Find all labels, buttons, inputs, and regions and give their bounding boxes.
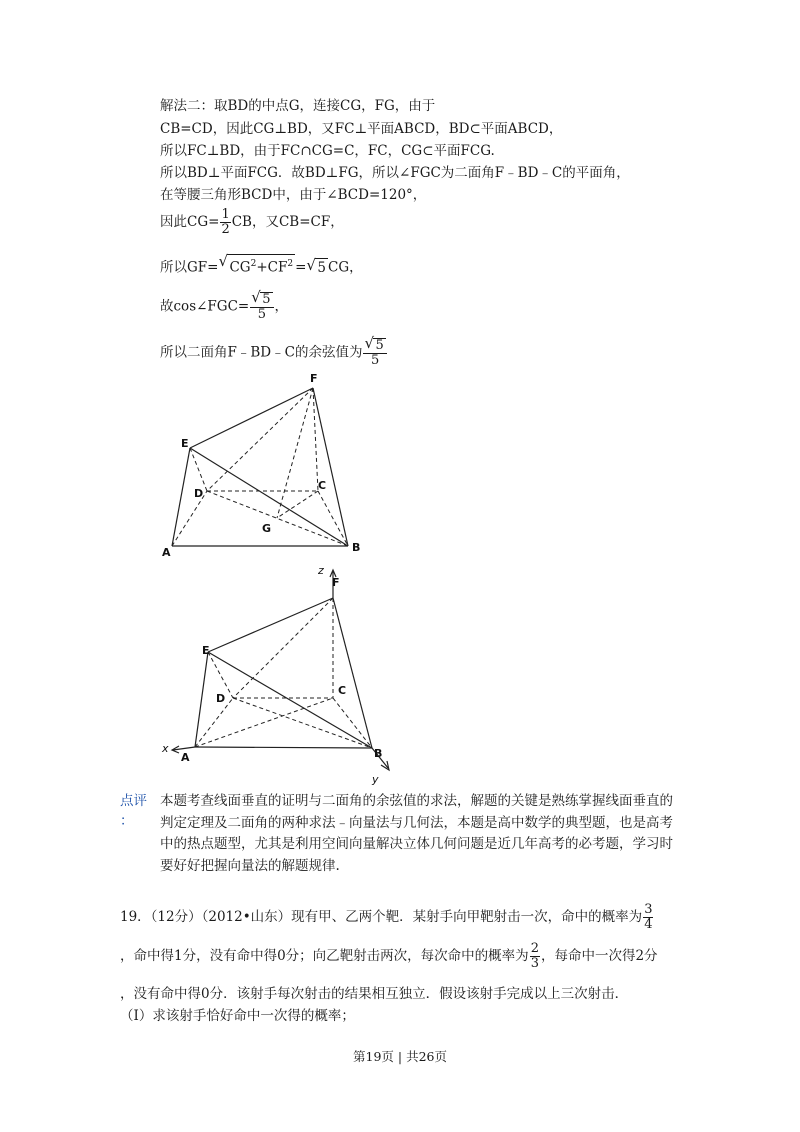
label-F: F	[332, 576, 340, 589]
solution-line-2: CB=CD，因此CG⊥BD，又FC⊥平面ABCD，BD⊂平面ABCD，	[160, 121, 563, 137]
question-19-line-1	[120, 903, 654, 932]
radical-icon: √	[364, 334, 375, 352]
edge-AB	[195, 747, 372, 748]
radicand: 5	[375, 338, 384, 353]
label-E: E	[181, 437, 189, 450]
solution-line-3: 所以FC⊥BD，由于FC∩CG=C，FC，CG⊂平面FCG.	[160, 143, 495, 159]
gf-suffix: CG，	[327, 259, 363, 276]
label-B: B	[352, 541, 361, 554]
edge-EB	[208, 652, 372, 748]
prob-fraction-2-3	[530, 942, 540, 971]
radical-icon: √	[218, 252, 229, 270]
edge-EF	[208, 598, 333, 652]
label-x: x	[162, 742, 169, 755]
gf-prefix: 所以GF=	[160, 259, 219, 276]
fraction-denominator: 5	[370, 353, 380, 368]
radicand: 5	[262, 292, 271, 307]
page-footer: 第19页 | 共26页	[353, 1049, 447, 1064]
fraction-numerator: 3	[644, 902, 653, 917]
q19-text: 19．（12分）（2012•山东）现有甲、乙两个靶．某射手向甲靶射击一次，命中的概率为	[120, 909, 643, 925]
label-A: A	[181, 751, 190, 764]
edge-AE	[195, 652, 208, 747]
label-B: B	[374, 747, 383, 760]
y-axis-arrow-icon	[381, 761, 389, 770]
edge-FB	[333, 598, 372, 748]
label-D: D	[194, 487, 204, 500]
cos-prefix: 故cos∠FGC=	[160, 298, 250, 315]
equals-sign: =	[295, 259, 307, 276]
radical-icon: √	[251, 288, 261, 306]
cos-suffix: ，	[274, 298, 289, 315]
cg-suffix: CB，又CB=CF，	[231, 214, 344, 230]
radicand: 5	[317, 259, 326, 276]
edge-DB	[233, 698, 372, 748]
edge-FD	[233, 598, 333, 698]
fraction-numerator: 2	[530, 941, 539, 956]
exponent-a: 2	[250, 259, 257, 269]
q19-text: ，命中得1分，没有命中得0分；向乙靶射击两次，每次命中的概率为	[120, 948, 529, 964]
label-A: A	[162, 546, 171, 559]
plus-sign: +	[256, 259, 268, 276]
label-C: C	[318, 479, 327, 492]
comment-text: 本题考查线面垂直的证明与二面角的余弦值的求法，解题的关键是熟练掌握线面垂直的判定定理及二面角的两种求法﹣向量法与几何法，本题是高中数学的典型题，也是高考中的热点题型，尤其是利用空间向量解决立体几何问题是近几年高考的必考题，学习时要好好把握向量法的解题规律.	[160, 793, 673, 874]
solution-line-4: 所以BD⊥平面FCG．故BD⊥FG，所以∠FGC为二面角F﹣BD﹣C的平面角，	[160, 165, 630, 181]
comment-label-colon: ：	[120, 813, 134, 829]
label-z: z	[318, 564, 324, 577]
label-E: E	[202, 644, 210, 657]
fraction-denominator: 3	[530, 956, 539, 971]
radical-icon: √	[306, 255, 316, 274]
fraction-denominator: 5	[257, 307, 267, 322]
fraction-denominator: 2	[221, 222, 230, 237]
label-G: G	[262, 522, 272, 535]
q19-text: ，每命中一次得2分	[540, 948, 658, 964]
answer-prefix: 所以二面角F﹣BD﹣C的余弦值为	[160, 344, 363, 361]
prob-fraction-3-4	[643, 903, 653, 932]
cg-prefix: 因此CG=	[160, 214, 220, 230]
label-y: y	[372, 773, 379, 786]
rad-term-b: CF	[267, 259, 288, 276]
exponent-b: 2	[287, 259, 294, 269]
fraction-denominator: 4	[644, 917, 653, 932]
label-F: F	[310, 372, 318, 385]
solution-line-5: 在等腰三角形BCD中，由于∠BCD=120°，	[160, 187, 427, 203]
solution-line-1: 解法二：取BD的中点G，连接CG，FG，由于	[160, 98, 436, 114]
question-19-line-3: ，没有命中得0分．该射手每次射击的结果相互独立．假设该射手完成以上三次射击．	[120, 986, 629, 1002]
edge-AC	[195, 698, 333, 747]
comment-label	[120, 791, 147, 831]
label-C: C	[338, 684, 347, 697]
question-19-line-2	[120, 942, 658, 971]
question-19-line-4: （Ⅰ）求该射手恰好命中一次得的概率；	[120, 1008, 355, 1024]
rad-term-a: CG	[229, 259, 251, 276]
fraction-numerator: 1	[221, 207, 230, 222]
comment-label-text: 点评	[120, 793, 147, 809]
label-D: D	[216, 692, 226, 705]
